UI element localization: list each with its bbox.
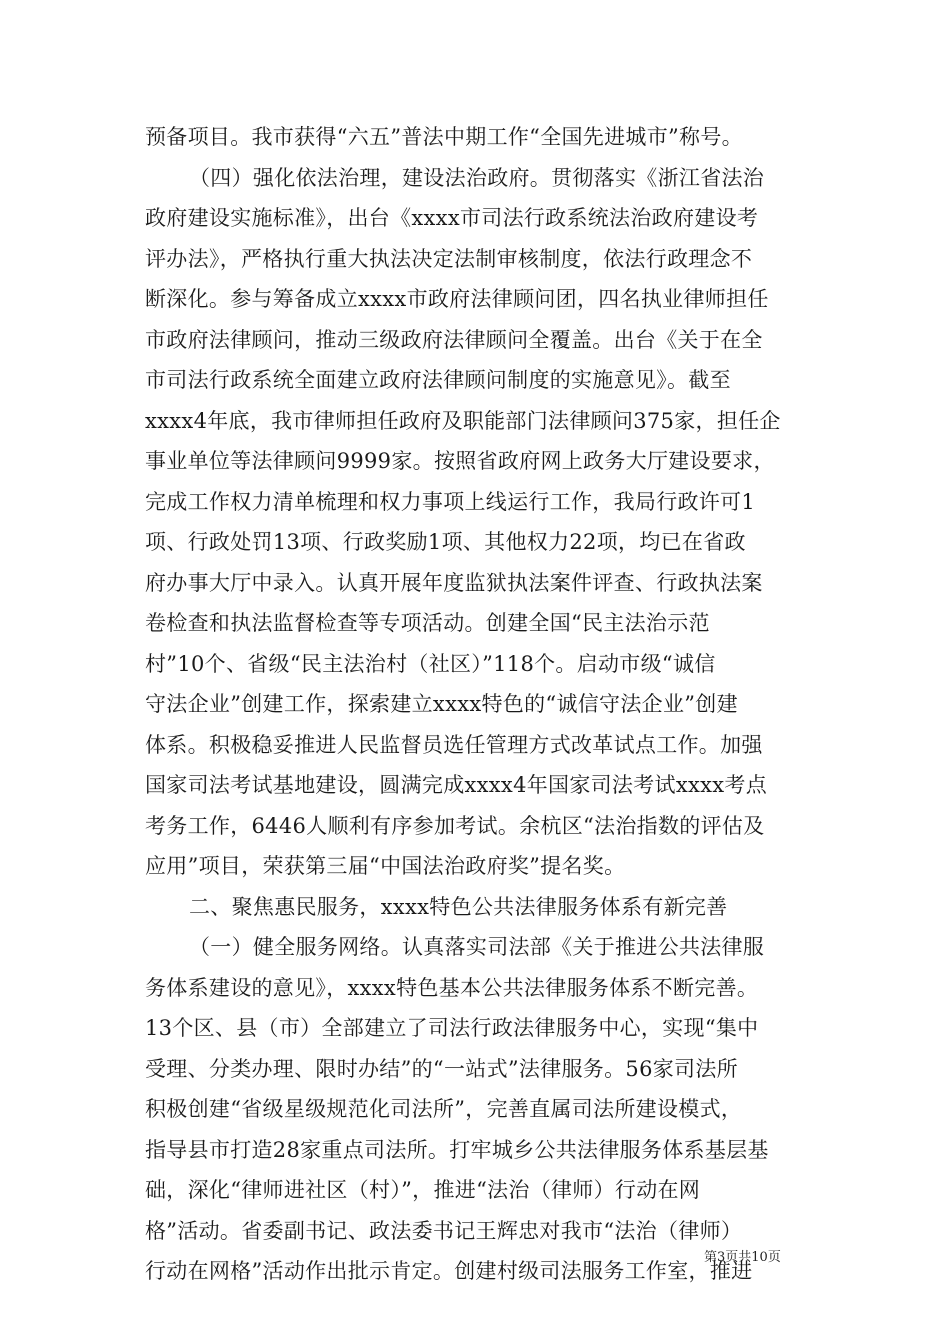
text-line: 府办事大厅中录入。认真开展年度监狱执法案件评查、行政执法案: [145, 570, 763, 595]
text-line: 务体系建设的意见》，xxxx特色基本公共法律服务体系不断完善。: [145, 975, 759, 1000]
text-line: 政府建设实施标准》，出台《xxxx市司法行政系统法治政府建设考: [145, 206, 759, 230]
page-number: 第3页共10页: [704, 1250, 781, 1265]
text-line: 断深化。参与筹备成立xxxx市政府法律顾问团，四名执业律师担任: [145, 287, 769, 311]
text-line: 国家司法考试基地建设，圆满完成xxxx4年国家司法考试xxxx考点: [145, 773, 768, 797]
text-line: 事业单位等法律顾问9999家。按照省政府网上政务大厅建设要求，: [145, 449, 775, 473]
body-text: [145, 117, 825, 1292]
text-line: 项、行政处罚13项、行政奖励1项、其他权力22项，均已在省政: [145, 530, 746, 554]
text-line: 受理、分类办理、限时办结”的“一站式”法律服务。56家司法所: [145, 1056, 738, 1081]
text-line: （四）强化依法治理，建设法治政府。贯彻落实《浙江省法治: [189, 165, 765, 190]
text-line: 评办法》，严格执行重大执法决定法制审核制度，依法行政理念不: [145, 246, 753, 271]
text-line: 13个区、县（市）全部建立了司法行政法律服务中心，实现“集中: [145, 1016, 759, 1040]
text-line: 市司法行政系统全面建立政府法律顾问制度的实施意见》。截至: [145, 368, 731, 392]
text-line: 考务工作，6446人顺利有序参加考试。余杭区“法治指数的评估及: [145, 813, 765, 838]
text-line: 积极创建“省级星级规范化司法所”，完善直属司法所建设模式，: [145, 1097, 743, 1121]
text-line: 础，深化“律师进社区（村）”，推进“法治（律师）行动在网: [145, 1178, 701, 1202]
text-line: 体系。积极稳妥推进人民监督员选任管理方式改革试点工作。加强: [145, 732, 763, 757]
text-line: （一）健全服务网络。认真落实司法部《关于推进公共法律服: [189, 935, 765, 959]
section-heading: 二、聚焦惠民服务，xxxx特色公共法律服务体系有新完善: [189, 894, 728, 919]
text-line: 格”活动。省委副书记、政法委书记王辉忠对我市“法治（律师）: [145, 1218, 743, 1243]
text-line: 指导县市打造28家重点司法所。打牢城乡公共法律服务体系基层基: [145, 1137, 769, 1162]
text-line: 村”10个、省级“民主法治村（社区）”118个。启动市级“诚信: [145, 651, 716, 676]
text-line: 卷检查和执法监督检查等专项活动。创建全国“民主法治示范: [145, 611, 710, 635]
text-line: 守法企业”创建工作，探索建立xxxx特色的“诚信守法企业”创建: [145, 692, 738, 716]
text-line: 应用”项目，荣获第三届“中国法治政府奖”提名奖。: [145, 854, 626, 878]
text-line: 预备项目。我市获得“六五”普法中期工作“全国先进城市”称号。: [145, 125, 743, 149]
text-line: xxxx4年底，我市律师担任政府及职能部门法律顾问375家，担任企: [145, 408, 781, 433]
text-line: 行动在网格”活动作出批示肯定。创建村级司法服务工作室，推进: [145, 1259, 753, 1283]
text-line: 市政府法律顾问，推动三级政府法律顾问全覆盖。出台《关于在全: [145, 327, 763, 352]
text-line: 完成工作权力清单梳理和权力事项上线运行工作，我局行政许可1: [145, 489, 756, 514]
